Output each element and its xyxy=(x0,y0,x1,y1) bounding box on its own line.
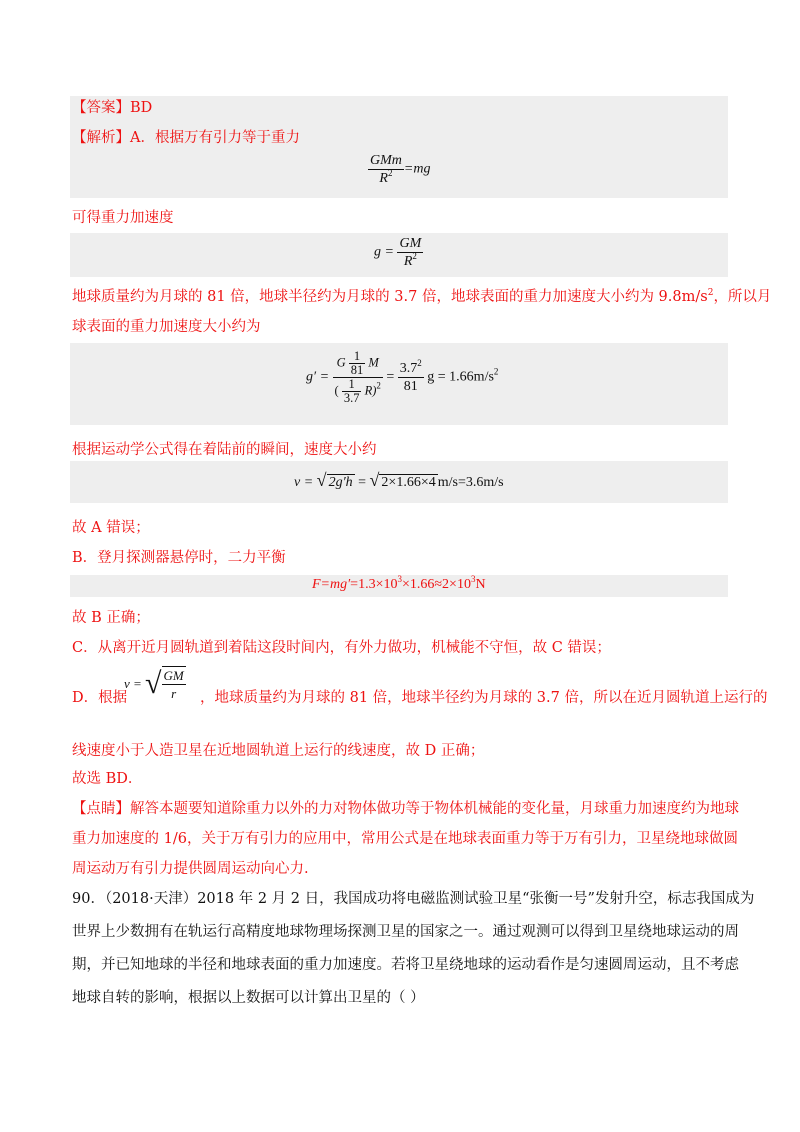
formula-rhs: m/s=3.6m/s xyxy=(437,475,504,490)
sqrt-sign: √ xyxy=(316,470,327,490)
comment-text-1: 解答本题要知道除重力以外的力对物体做功等于物体机械能的变化量，月球重力加速度约为地球 xyxy=(130,801,739,817)
formula-g xyxy=(374,235,423,270)
fraction-numerator: 3.7 xyxy=(399,361,418,376)
exponent: 2 xyxy=(417,358,422,368)
formula-velocity xyxy=(294,470,504,491)
analysis-line xyxy=(72,128,300,148)
line-b: B．登月探测器悬停时，二力平衡 xyxy=(72,550,286,566)
fraction-denominator: 3.7 xyxy=(343,391,360,405)
fraction-denominator: 81 xyxy=(403,379,418,394)
question-line-4: 地球自转的影响，根据以上数据可以计算出卫星的（ ） xyxy=(72,990,425,1006)
comment-line-1 xyxy=(72,799,739,819)
fraction-numerator: GMm xyxy=(370,153,402,168)
line-ratio-1 xyxy=(72,287,771,307)
line-d-prefix: D．根据 xyxy=(72,690,128,706)
formula-lhs: v = xyxy=(294,475,314,490)
answer-text: BD xyxy=(130,100,153,116)
fraction-denominator: R xyxy=(403,254,413,269)
ratio-text-b: ，所以月 xyxy=(713,289,772,305)
line-c: C．从离开近月圆轨道到着陆这段时间内，有外力做功，机械能不守恒，故 C 错误； xyxy=(72,640,611,656)
radicand-1: 2g′h xyxy=(328,475,353,490)
fraction-gm-r2 xyxy=(397,235,423,270)
exponent: 2 xyxy=(412,251,417,261)
line-gravity-accel: 可得重力加速度 xyxy=(72,210,174,226)
line-b-right: 故 B 正确； xyxy=(72,610,150,626)
analysis-text: A．根据万有引力等于重力 xyxy=(130,130,300,146)
formula-mid-2: ×1.66≈2×10 xyxy=(401,577,471,592)
sqrt-sign: √ xyxy=(369,470,380,490)
exponent: 2 xyxy=(387,168,393,178)
formula-rhs: =mg xyxy=(403,161,431,177)
formula-moon-gravity xyxy=(306,350,498,405)
exponent: 3 xyxy=(397,574,402,584)
fraction-numerator: 1 xyxy=(342,378,362,392)
symbol-R: R) xyxy=(364,383,377,398)
comment-line-2: 重力加速度的 1/6，关于万有引力的应用中，常用公式是在地球表面重力等于万有引力，卫星绕地球做圆 xyxy=(72,831,738,847)
sqrt-sign: √ xyxy=(145,667,162,700)
exponent: 3 xyxy=(470,574,476,584)
question-line-1: 90．（2018·天津）2018 年 2 月 2 日，我国成功将电磁监测试验卫星“张衡一号”发射升空，标志我国成为 xyxy=(72,891,755,907)
formula-orbital-velocity xyxy=(124,666,186,702)
fraction-1-81 xyxy=(349,350,366,377)
exponent: 2 xyxy=(707,288,714,298)
formula-gravity-equals-weight xyxy=(368,152,430,187)
comment-tag: 【点睛】 xyxy=(72,801,130,817)
analysis-tag: 【解析】 xyxy=(72,130,130,146)
symbol-M: M xyxy=(368,355,379,370)
formula-lhs: v = xyxy=(124,676,142,691)
paren-open: ( xyxy=(334,383,339,398)
formula-force xyxy=(312,574,486,593)
fraction-numerator: 1 xyxy=(349,350,366,364)
formula-mid: =1.3×10 xyxy=(350,577,398,592)
radicand-2: 2×1.66×4 xyxy=(381,475,436,490)
line-velocity: 根据运动学公式得在着陆前的瞬间，速度大小约 xyxy=(72,442,377,458)
fraction-main xyxy=(333,350,383,405)
equals-sign: = xyxy=(386,369,395,385)
fraction-denominator: R xyxy=(379,171,388,186)
line-a-wrong: 故 A 错误； xyxy=(72,520,150,536)
fraction-1-3-7 xyxy=(342,378,362,405)
formula-rhs: g = 1.66m/s xyxy=(427,369,494,385)
fraction-denominator: 81 xyxy=(350,363,364,377)
answer-tag: 【答案】 xyxy=(72,100,130,116)
symbol-G: G xyxy=(336,355,346,370)
line-d2: 线速度小于人造卫星在近地圆轨道上运行的线速度，故 D 正确； xyxy=(72,743,485,759)
fraction-denominator: r xyxy=(171,686,177,701)
question-line-2: 世界上少数拥有在轨运行高精度地球物理场探测卫星的国家之一。通过观测可以得到卫星绕地球运动的周 xyxy=(72,924,739,940)
fraction-gmm-r2 xyxy=(368,152,404,187)
formula-lhs: g′ = xyxy=(306,369,330,385)
fraction-numerator: GM xyxy=(399,236,422,251)
answer-line xyxy=(72,98,152,118)
question-line-3: 期，并已知地球的半径和地球表面的重力加速度。若将卫星绕地球的运动看作是匀速圆周运动，且不考虑 xyxy=(72,957,739,973)
formula-unit: N xyxy=(475,577,486,592)
formula-lhs: g = xyxy=(374,244,394,260)
fraction-3-7sq-81 xyxy=(398,360,424,395)
exponent: 2 xyxy=(493,366,499,377)
fraction-numerator: GM xyxy=(163,668,184,683)
line-d xyxy=(72,688,127,708)
formula-lhs: F=mg′ xyxy=(312,577,351,592)
fraction-gm-r xyxy=(162,666,186,702)
line-ratio-2: 球表面的重力加速度大小约为 xyxy=(72,319,261,335)
line-d-suffix: ，地球质量约为月球的 81 倍，地球半径约为月球的 3.7 倍，所以在近月圆轨道上运行的 xyxy=(200,690,768,706)
equals-sign: = xyxy=(358,475,367,490)
comment-line-3: 周运动万有引力提供圆周运动向心力. xyxy=(72,861,309,877)
ratio-text-a: 地球质量约为月球的 81 倍，地球半径约为月球的 3.7 倍，地球表面的重力加速度大小约为 9.8m/s xyxy=(72,289,708,305)
exponent: 2 xyxy=(376,380,381,391)
line-choose: 故选 BD． xyxy=(72,771,143,787)
